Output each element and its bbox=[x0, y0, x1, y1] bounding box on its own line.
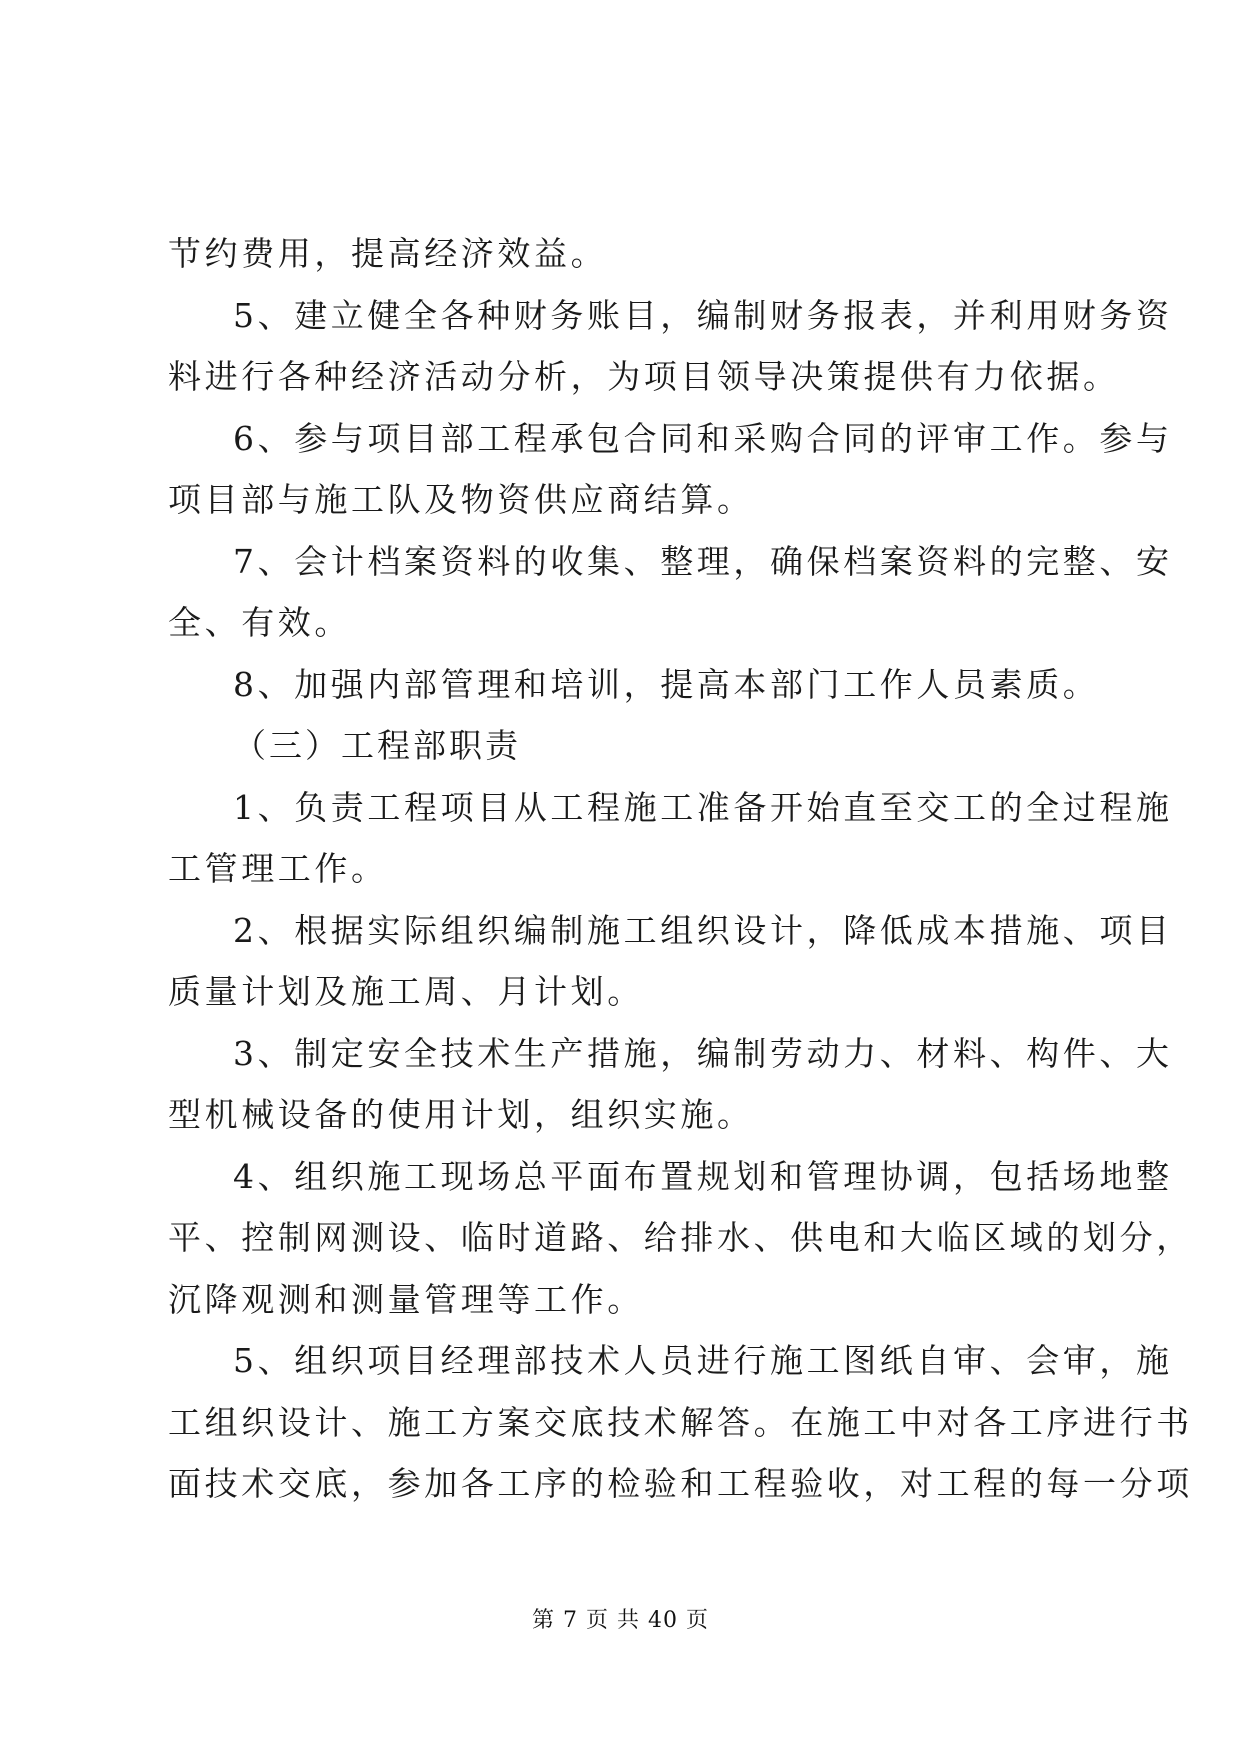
text-line: 面技术交底，参加各工序的检验和工程验收，对工程的每一分项 bbox=[168, 1464, 1193, 1503]
text-line: 料进行各种经济活动分析，为项目领导决策提供有力依据。 bbox=[168, 357, 1120, 396]
text-line: 型机械设备的使用计划，组织实施。 bbox=[168, 1095, 754, 1134]
text-line: 项目部与施工队及物资供应商结算。 bbox=[168, 480, 754, 519]
text-line: 全、有效。 bbox=[168, 603, 351, 642]
text-line: 4、组织施工现场总平面布置规划和管理协调，包括场地整 bbox=[233, 1157, 1173, 1196]
text-line: 质量计划及施工周、月计划。 bbox=[168, 972, 644, 1011]
text-line: 7、会计档案资料的收集、整理，确保档案资料的完整、安 bbox=[233, 542, 1173, 581]
text-line: 3、制定安全技术生产措施，编制劳动力、材料、构件、大 bbox=[233, 1034, 1173, 1073]
text-line: 8、加强内部管理和培训，提高本部门工作人员素质。 bbox=[233, 665, 1100, 704]
text-line: 1、负责工程项目从工程施工准备开始直至交工的全过程施 bbox=[233, 788, 1173, 827]
text-line: 节约费用，提高经济效益。 bbox=[168, 234, 608, 273]
section-heading: （三）工程部职责 bbox=[233, 726, 521, 765]
text-line: 5、建立健全各种财务账目，编制财务报表，并利用财务资 bbox=[233, 296, 1173, 335]
text-line: 沉降观测和测量管理等工作。 bbox=[168, 1280, 644, 1319]
text-line: 工组织设计、施工方案交底技术解答。在施工中对各工序进行书 bbox=[168, 1403, 1193, 1442]
text-line: 工管理工作。 bbox=[168, 849, 388, 888]
text-line: 5、组织项目经理部技术人员进行施工图纸自审、会审，施 bbox=[233, 1341, 1173, 1380]
page-number-footer: 第 7 页 共 40 页 bbox=[532, 1608, 709, 1633]
text-line: 6、参与项目部工程承包合同和采购合同的评审工作。参与 bbox=[233, 419, 1173, 458]
text-line: 2、根据实际组织编制施工组织设计，降低成本措施、项目 bbox=[233, 911, 1173, 950]
text-line: 平、控制网测设、临时道路、给排水、供电和大临区域的划分， bbox=[168, 1218, 1193, 1257]
